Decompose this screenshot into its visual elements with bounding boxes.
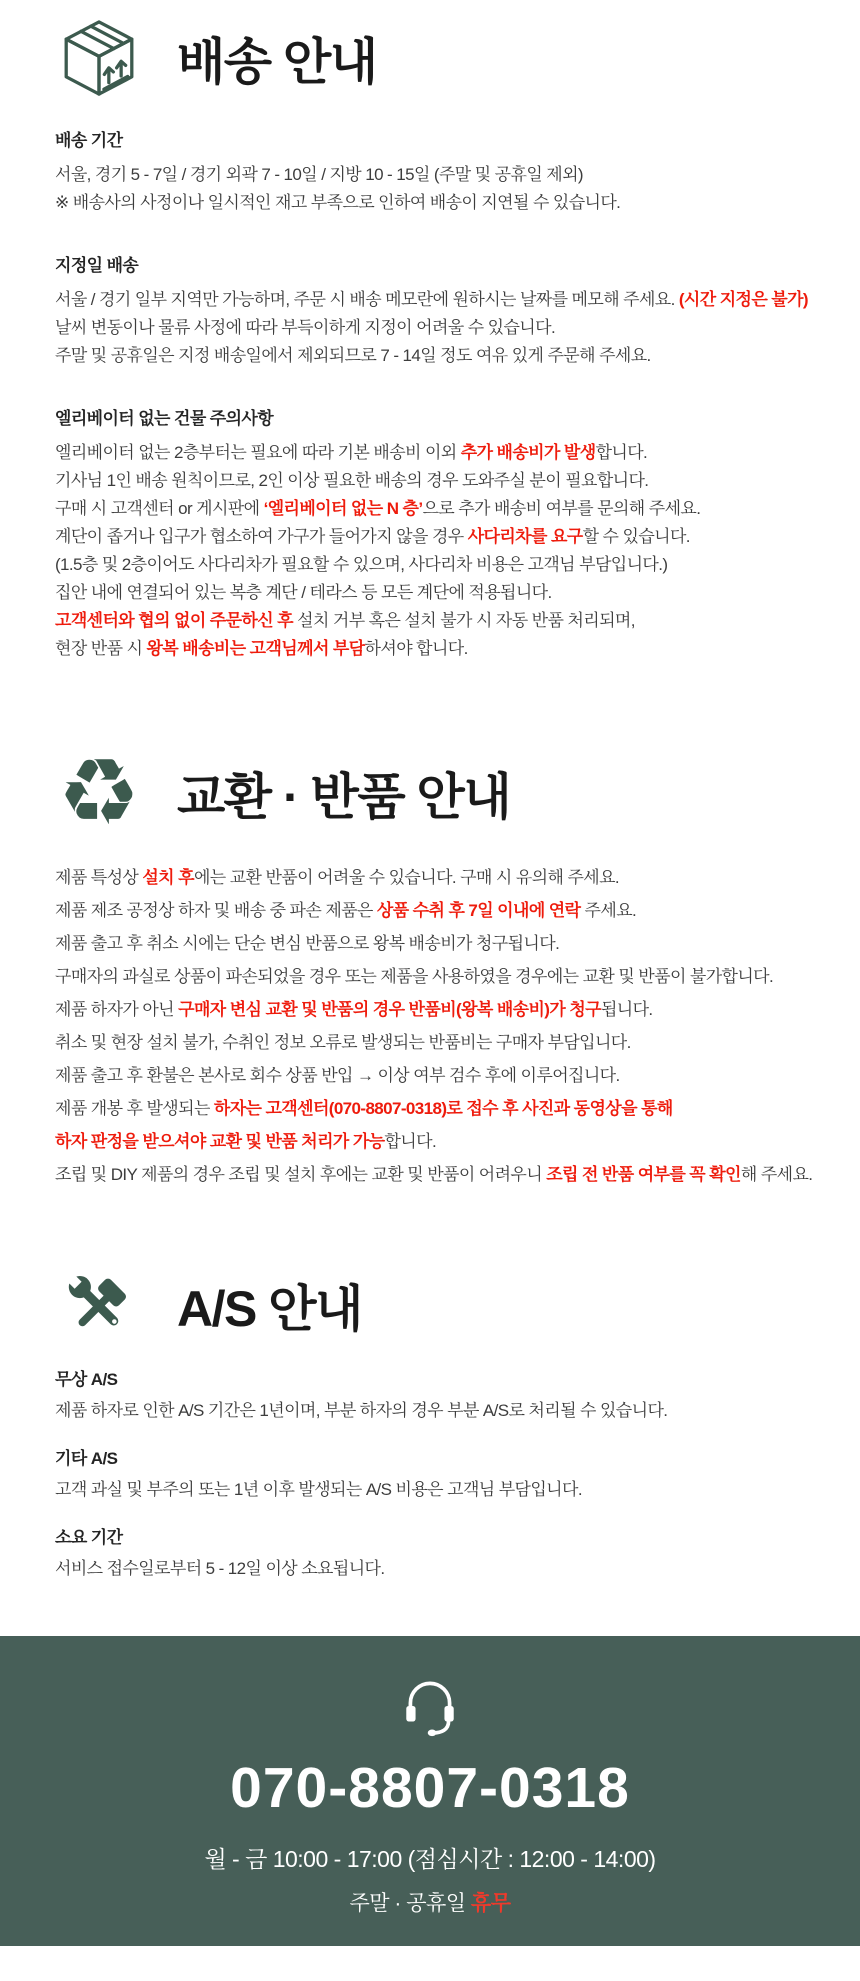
text-block	[55, 1365, 846, 1426]
text-line: 제품 하자가 아닌 구매자 변심 교환 및 반품의 경우 반품비(왕복 배송비)가 청구됩니다.	[55, 1000, 653, 1019]
section-title: A/S 안내	[177, 1281, 362, 1337]
text-line: 기사님 1인 배송 원칙이므로, 2인 이상 필요한 배송의 경우 도와주실 분이 필요합니다.	[55, 471, 649, 490]
text-block	[55, 1523, 846, 1584]
text-line: 제품 제조 공정상 하자 및 배송 중 파손 제품은 상품 수취 후 7일 이내에 연락 주세요.	[55, 901, 637, 920]
text-line: 제품 출고 후 취소 시에는 단순 변심 반품으로 왕복 배송비가 청구됩니다.	[55, 934, 560, 953]
text-line: 구매자의 과실로 상품이 파손되었을 경우 또는 제품을 사용하였을 경우에는 교환 및 반품이 불가합니다.	[55, 967, 774, 986]
section-header	[55, 739, 846, 846]
closed-prefix: 주말 · 공휴일	[349, 1892, 471, 1915]
closed-notice	[0, 1887, 860, 1917]
text-block	[55, 1444, 846, 1505]
block-heading: 무상 A/S	[55, 1370, 118, 1389]
text-line: 현장 반품 시 왕복 배송비는 고객님께서 부담하셔야 합니다.	[55, 639, 468, 658]
text-line: 취소 및 현장 설치 불가, 수취인 정보 오류로 발생되는 반품비는 구매자 부담입니다.	[55, 1033, 631, 1052]
section-shipping	[0, 0, 860, 663]
text-line: 엘리베이터 없는 2층부터는 필요에 따라 기본 배송비 이외 추가 배송비가 발생합니다.	[55, 443, 648, 462]
text-line: 서비스 접수일로부터 5 - 12일 이상 소요됩니다.	[55, 1559, 385, 1578]
text-line: 고객센터와 협의 없이 주문하신 후 설치 거부 혹은 설치 불가 시 자동 반품 처리되며,	[55, 611, 635, 630]
text-line: 하자 판정을 받으셔야 교환 및 반품 처리가 가능합니다.	[55, 1132, 437, 1151]
text-line: 조립 및 DIY 제품의 경우 조립 및 설치 후에는 교환 및 반품이 어려우니 조립 전 반품 여부를 꼭 확인해 주세요.	[55, 1165, 813, 1184]
section-header	[55, 16, 846, 100]
closed-highlight: 휴무	[470, 1892, 511, 1915]
text-line: 제품 하자로 인한 A/S 기간은 1년이며, 부분 하자의 경우 부분 A/S로 처리될 수 있습니다.	[55, 1401, 668, 1420]
text-block	[55, 126, 846, 217]
text-block	[55, 251, 846, 370]
section-header	[55, 1263, 846, 1347]
text-line: (1.5층 및 2층이어도 사다리차가 필요할 수 있으며, 사다리차 비용은 고객님 부담입니다.)	[55, 555, 668, 574]
text-line: 제품 출고 후 환불은 본사로 회수 상품 반입 → 이상 여부 검수 후에 이루어집니다.	[55, 1066, 620, 1085]
tools-icon	[55, 1263, 143, 1347]
text-block	[55, 404, 846, 663]
section-title: 교환 · 반품 안내	[177, 769, 511, 825]
text-line: 서울, 경기 5 - 7일 / 경기 외곽 7 - 10일 / 지방 10 - 15일 (주말 및 공휴일 제외)	[55, 165, 583, 184]
block-heading: 엘리베이터 없는 건물 주의사항	[55, 409, 274, 428]
footer	[0, 1636, 860, 1946]
block-heading: 지정일 배송	[55, 256, 139, 275]
text-line: 제품 개봉 후 발생되는 하자는 고객센터(070-8807-0318)로 접수 후 사진과 동영상을 통해	[55, 1099, 673, 1118]
section-exchange	[0, 739, 860, 1191]
text-line: 계단이 좁거나 입구가 협소하여 가구가 들어가지 않을 경우 사다리차를 요구할 수 있습니다.	[55, 527, 690, 546]
block-heading: 배송 기간	[55, 131, 123, 150]
phone-number: 070-8807-0318	[230, 1756, 630, 1820]
text-line: 구매 시 고객센터 or 게시판에 ‘엘리베이터 없는 N 층’으로 추가 배송비 여부를 문의해 주세요.	[55, 499, 701, 518]
section-title: 배송 안내	[177, 34, 377, 90]
recycle-icon: ♻︎	[57, 739, 141, 846]
text-line: 주말 및 공휴일은 지정 배송일에서 제외되므로 7 - 14일 정도 여유 있게 주문해 주세요.	[55, 346, 651, 365]
text-line: 서울 / 경기 일부 지역만 가능하며, 주문 시 배송 메모란에 원하시는 날짜를 메모해 주세요. (시간 지정은 불가)	[55, 290, 808, 309]
text-line: ※ 배송사의 사정이나 일시적인 재고 부족으로 인하여 배송이 지연될 수 있습니다.	[55, 193, 621, 212]
text-line: 집안 내에 연결되어 있는 복층 계단 / 테라스 등 모든 계단에 적용됩니다.	[55, 583, 552, 602]
business-hours: 월 - 금 10:00 - 17:00 (점심시간 : 12:00 - 14:00)	[204, 1846, 656, 1872]
text-line: 고객 과실 및 부주의 또는 1년 이후 발생되는 A/S 비용은 고객님 부담입니다.	[55, 1480, 582, 1499]
section-as	[0, 1263, 860, 1584]
text-line: 날씨 변동이나 물류 사정에 따라 부득이하게 지정이 어려울 수 있습니다.	[55, 318, 556, 337]
block-heading: 기타 A/S	[55, 1449, 118, 1468]
box-icon	[55, 16, 143, 100]
headset-icon	[397, 1672, 463, 1743]
text-block	[55, 861, 846, 1191]
text-line: 제품 특성상 설치 후에는 교환 반품이 어려울 수 있습니다. 구매 시 유의해 주세요.	[55, 868, 620, 887]
block-heading: 소요 기간	[55, 1528, 123, 1547]
